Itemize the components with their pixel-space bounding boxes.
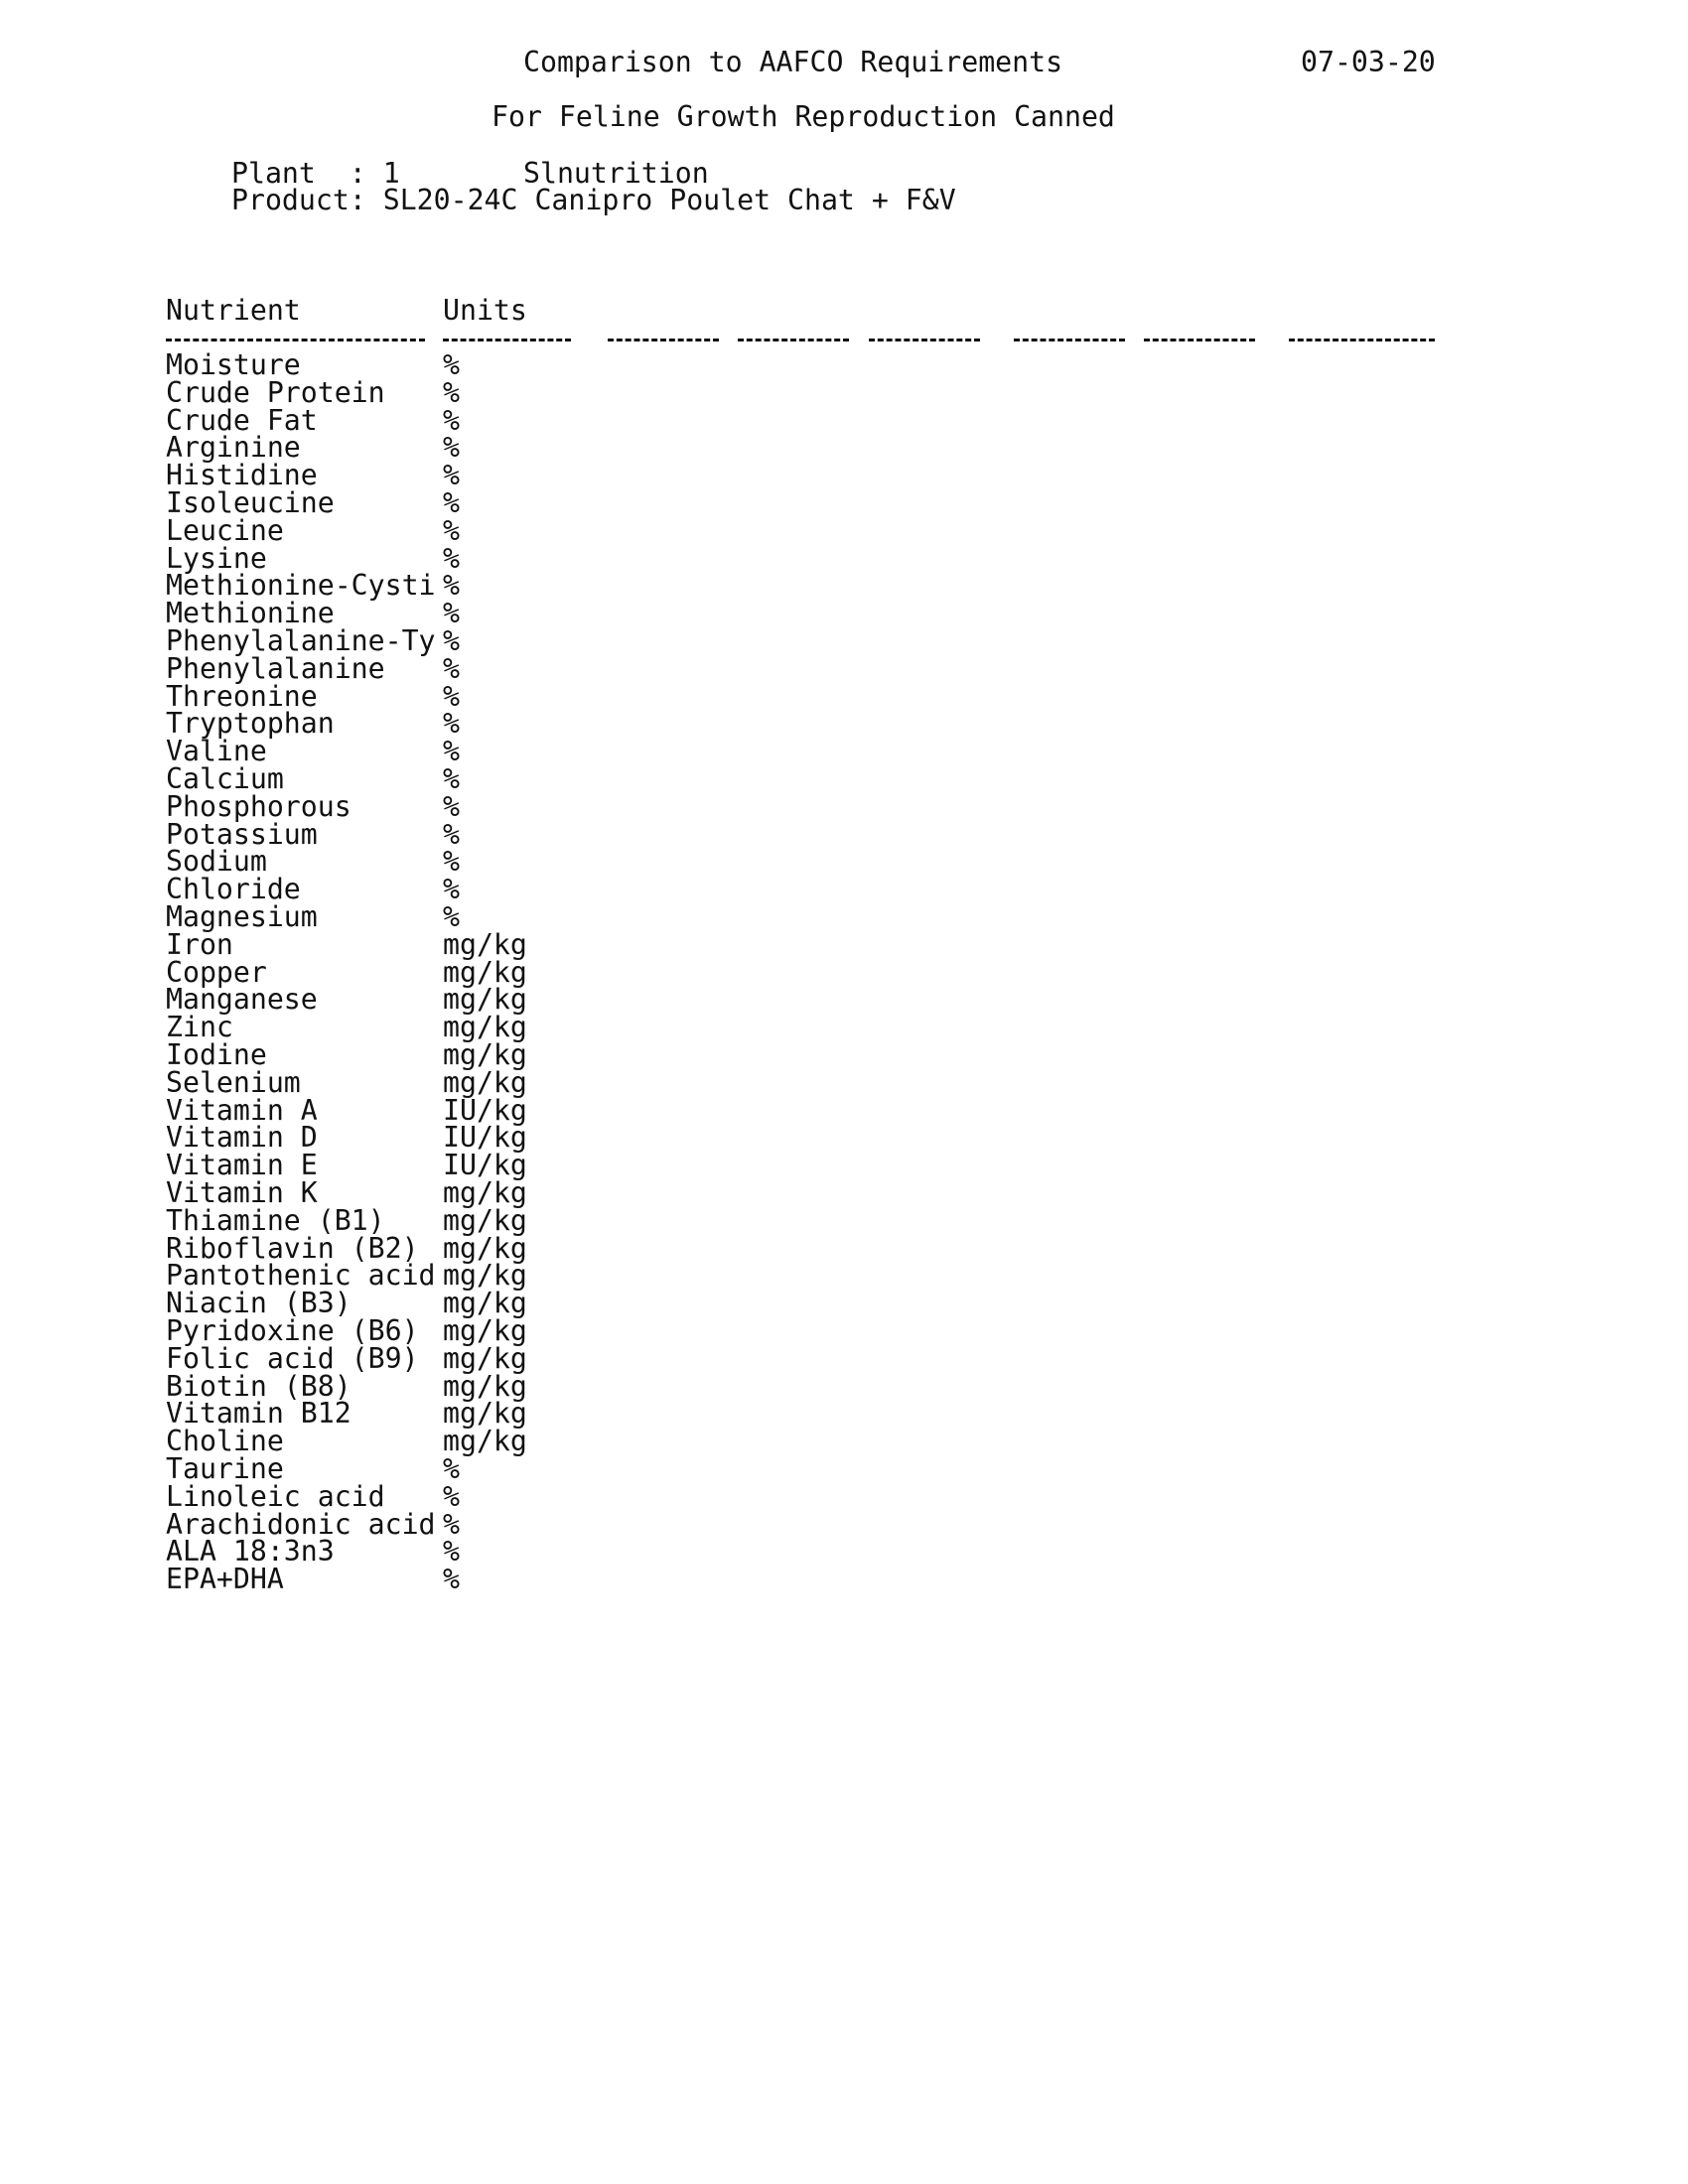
row-units: mg/kg [443,1231,527,1265]
row-units: IU/kg [443,1149,527,1182]
row-units: % [443,403,460,437]
row-nutrient: Pyridoxine (B6) [166,1314,419,1347]
row-nutrient: Taurine [166,1452,284,1485]
row-nutrient: Potassium [166,817,318,851]
row-nutrient: Methionine [166,597,335,630]
row-nutrient: Histidine [166,459,318,492]
row-nutrient: Crude Fat [166,403,318,437]
report-date: 07-03-20 [1301,46,1436,78]
row-units: mg/kg [443,983,527,1017]
report-title: Comparison to AAFCO Requirements [523,46,1063,78]
row-units: % [443,651,460,685]
dash-rule [443,339,571,341]
row-nutrient: Folic acid (B9) [166,1341,419,1375]
row-nutrient: Methionine-Cysti [166,569,436,603]
row-units: % [443,513,460,547]
row-nutrient: Thiamine (B1) [166,1203,385,1237]
row-nutrient: Selenium [166,1065,301,1099]
row-units: % [443,1535,460,1569]
row-nutrient: Copper [166,955,267,989]
row-units: mg/kg [443,1176,527,1209]
row-units: mg/kg [443,955,527,989]
dash-rule [166,339,425,341]
row-units: IU/kg [443,1093,527,1127]
row-nutrient: Moisture [166,348,301,381]
dash-rule [1144,339,1255,341]
row-nutrient: Iodine [166,1038,267,1071]
row-units: % [443,817,460,851]
row-units: mg/kg [443,1314,527,1347]
row-units: % [443,541,460,575]
row-nutrient: EPA+DHA [166,1563,284,1596]
row-nutrient: Linoleic acid [166,1479,385,1513]
row-units: % [443,348,460,381]
product-line: Product: SL20-24C Canipro Poulet Chat + F&V [231,184,956,216]
row-nutrient: Vitamin E [166,1149,318,1182]
row-units: mg/kg [443,1369,527,1403]
row-nutrient: Magnesium [166,900,318,933]
row-nutrient: Arginine [166,431,301,465]
row-units: % [443,459,460,492]
row-units: mg/kg [443,1259,527,1293]
row-nutrient: Pantothenic acid [166,1259,436,1293]
row-nutrient: Vitamin A [166,1093,318,1127]
row-units: % [443,735,460,768]
report-subtitle: For Feline Growth Reproduction Canned [492,100,1115,133]
dash-rule [608,339,719,341]
row-units: % [443,1563,460,1596]
row-units: % [443,707,460,741]
plant-line: Plant : 1 [231,157,400,190]
row-units: % [443,431,460,465]
row-nutrient: Vitamin B12 [166,1397,352,1431]
row-nutrient: Tryptophan [166,707,335,741]
row-nutrient: Threonine [166,679,318,713]
row-units: mg/kg [443,1203,527,1237]
plant-name: Slnutrition [523,157,709,190]
row-nutrient: Zinc [166,1011,233,1044]
row-units: % [443,845,460,879]
row-nutrient: ALA 18:3n3 [166,1535,335,1569]
row-units: % [443,762,460,795]
row-nutrient: Crude Protein [166,375,385,409]
row-nutrient: Vitamin D [166,1121,318,1155]
row-units: % [443,1479,460,1513]
row-units: % [443,375,460,409]
row-units: % [443,873,460,906]
row-units: % [443,486,460,519]
row-nutrient: Sodium [166,845,267,879]
row-units: % [443,597,460,630]
header-nutrient: Nutrient [166,294,301,327]
row-units: mg/kg [443,1397,527,1431]
row-nutrient: Vitamin K [166,1176,318,1209]
row-units: % [443,900,460,933]
dash-rule [869,339,980,341]
row-units: mg/kg [443,1011,527,1044]
row-nutrient: Niacin (B3) [166,1287,352,1320]
dash-rule [1289,339,1435,341]
row-units: mg/kg [443,1425,527,1458]
row-nutrient: Iron [166,927,233,961]
row-units: % [443,569,460,603]
row-nutrient: Phenylalanine-Ty [166,624,436,657]
row-units: % [443,624,460,657]
row-units: IU/kg [443,1121,527,1155]
row-nutrient: Arachidonic acid [166,1507,436,1541]
row-nutrient: Leucine [166,513,284,547]
row-units: % [443,1452,460,1485]
row-nutrient: Riboflavin (B2) [166,1231,419,1265]
row-nutrient: Valine [166,735,267,768]
row-nutrient: Calcium [166,762,284,795]
dash-rule [1014,339,1125,341]
row-nutrient: Biotin (B8) [166,1369,352,1403]
row-nutrient: Phenylalanine [166,651,385,685]
row-units: mg/kg [443,1038,527,1071]
row-units: mg/kg [443,1287,527,1320]
row-nutrient: Choline [166,1425,284,1458]
row-units: % [443,1507,460,1541]
row-nutrient: Manganese [166,983,318,1017]
row-units: % [443,679,460,713]
row-units: mg/kg [443,927,527,961]
row-nutrient: Phosphorous [166,789,352,823]
header-units: Units [443,294,527,327]
row-nutrient: Chloride [166,873,301,906]
dash-rule [738,339,849,341]
row-units: mg/kg [443,1065,527,1099]
row-nutrient: Isoleucine [166,486,335,519]
row-nutrient: Lysine [166,541,267,575]
row-units: mg/kg [443,1341,527,1375]
row-units: % [443,789,460,823]
